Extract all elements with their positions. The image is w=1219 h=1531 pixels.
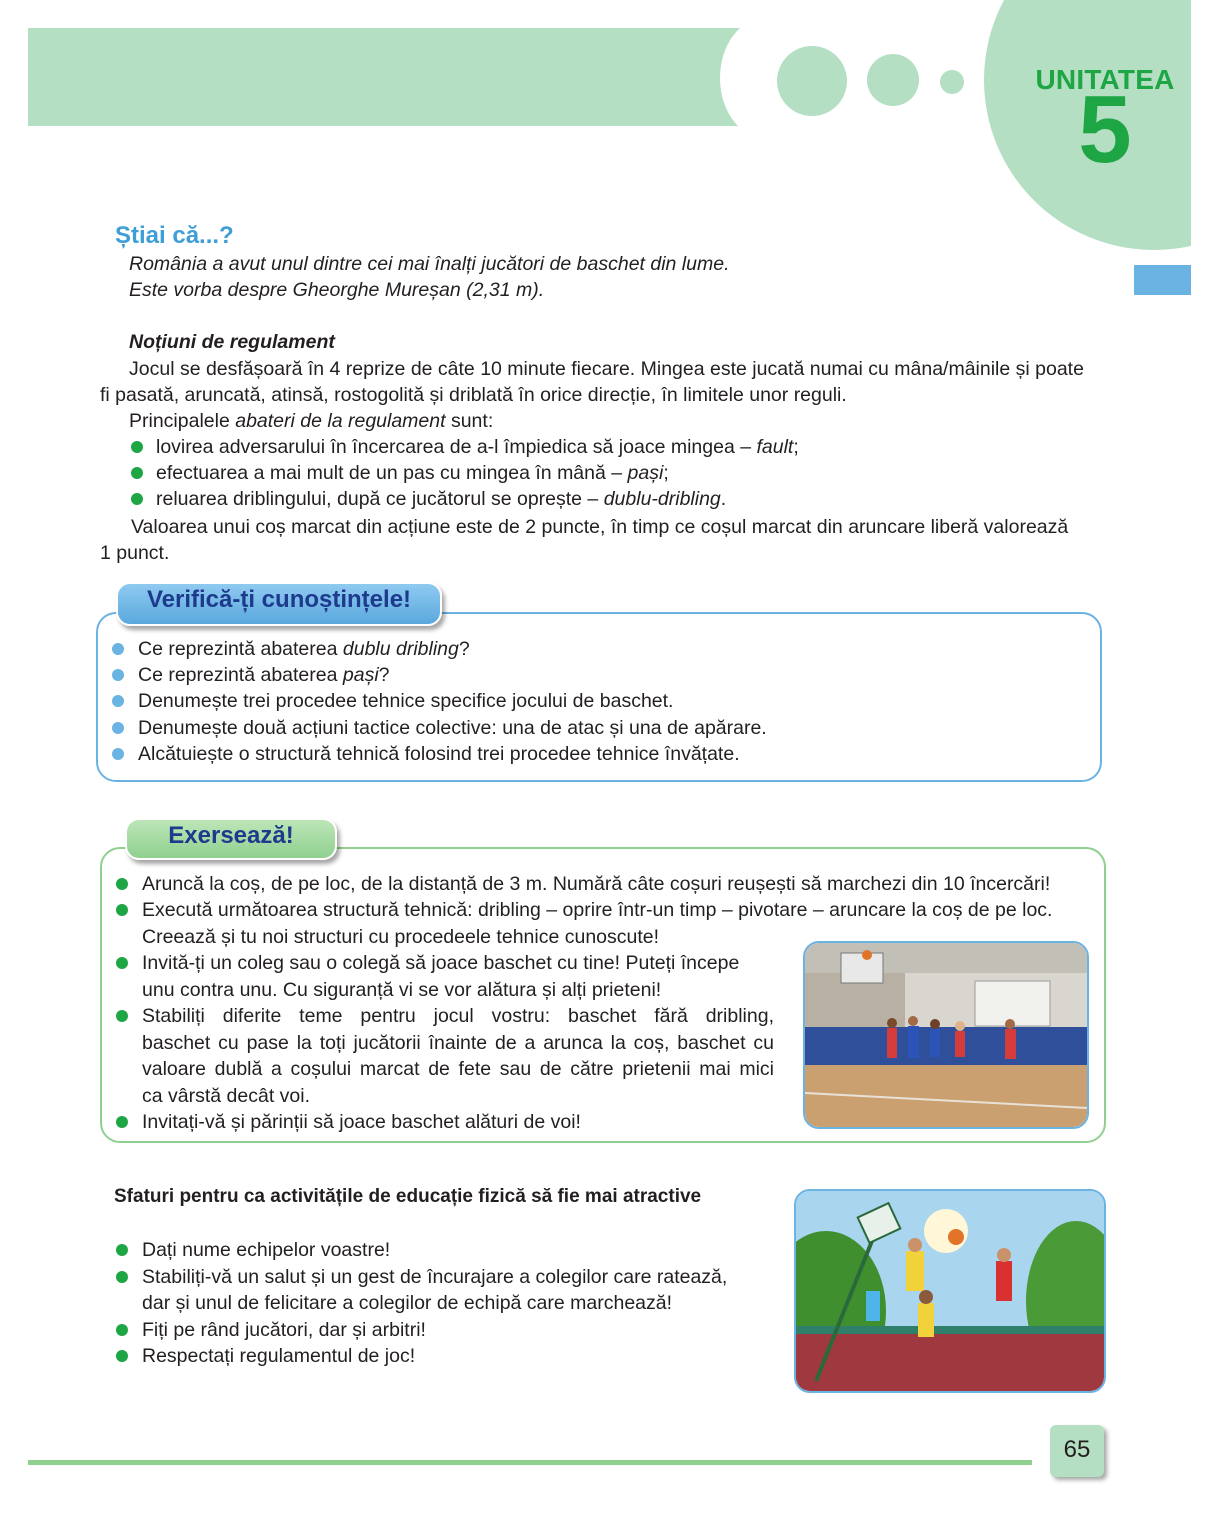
- para2-prefix: Principalele: [129, 410, 236, 432]
- bullet-icon: [116, 1244, 128, 1256]
- indoor-gym-illustration: [805, 943, 1087, 1127]
- bullet-icon: [116, 878, 128, 890]
- bullet-icon: [116, 1010, 128, 1022]
- abatere-end: .: [720, 488, 727, 510]
- bullet-icon: [131, 493, 143, 505]
- para2-suffix: sunt:: [445, 410, 494, 432]
- exerseaza-title: Exersează!: [168, 822, 294, 849]
- exerseaza-item-5: Invitați-vă și părinții să joace baschet alături de voi!: [142, 1111, 581, 1133]
- photo-indoor-basketball: [803, 941, 1089, 1129]
- q-term: pași: [342, 664, 379, 686]
- q-term: dublu dribling: [342, 638, 459, 660]
- exerseaza-item-4-line3: valoare dublă a coșului marcat de fete sau de către prietenii mai mici: [142, 1058, 774, 1080]
- verifica-q4: Denumește două acțiuni tactice colective: una de atac și una de apărare.: [138, 717, 767, 739]
- abatere-term: dublu-dribling: [603, 488, 721, 510]
- abatere-pasi: [156, 460, 669, 486]
- abatere-end: ;: [663, 462, 669, 484]
- abatere-text: lovirea adversarului în încercarea de a-l împiedica să joace mingea –: [156, 436, 757, 458]
- regulament-para2: [129, 408, 493, 434]
- bullet-icon: [116, 1350, 128, 1362]
- stiai-ca-title: Știai că...?: [115, 222, 234, 249]
- exerseaza-item-1: Aruncă la coș, de pe loc, de la distanță de 3 m. Numără câte coșuri reușești să marchezi din 10 încercări!: [142, 873, 1051, 895]
- q-end: ?: [378, 664, 390, 686]
- bullet-icon: [116, 1271, 128, 1283]
- unit-label: UNITATEA: [1035, 64, 1175, 95]
- bullet-icon: [116, 957, 128, 969]
- footer-line: [28, 1460, 1032, 1465]
- outdoor-court-illustration: [796, 1191, 1104, 1391]
- decor-dot-medium: [867, 54, 919, 106]
- bullet-icon: [112, 643, 124, 655]
- verifica-title: Verifică-ți cunoștințele!: [146, 586, 412, 613]
- side-tab-marker: [1134, 265, 1191, 295]
- abatere-term: pași: [627, 462, 664, 484]
- bullet-icon: [112, 695, 124, 707]
- regulament-heading: Noțiuni de regulament: [129, 331, 335, 353]
- sfaturi-heading: Sfaturi pentru ca activitățile de educație fizică să fie mai atractive: [114, 1186, 702, 1207]
- bullet-icon: [131, 467, 143, 479]
- verifica-q3: Denumește trei procedee tehnice specifice jocului de baschet.: [138, 690, 674, 712]
- verifica-q5: Alcătuiește o structură tehnică folosind trei procedee tehnice învățate.: [138, 743, 740, 765]
- regulament-para3-line1: Valoarea unui coș marcat din acțiune este de 2 puncte, în timp ce coșul marcat din aruncare liberă valorează: [131, 516, 1069, 538]
- sfaturi-item-2-line2: dar și unul de felicitare a colegilor de echipă care marchează!: [142, 1292, 673, 1314]
- bullet-icon: [131, 441, 143, 453]
- page-number: 65: [1063, 1436, 1091, 1463]
- exerseaza-item-4-line4: ca vârstă decât voi.: [142, 1085, 310, 1107]
- bullet-icon: [116, 1116, 128, 1128]
- bullet-icon: [116, 904, 128, 916]
- decor-dot-small: [940, 70, 964, 94]
- header-band: [28, 28, 788, 126]
- photo-outdoor-basketball: [794, 1189, 1106, 1393]
- abatere-fault: [156, 434, 799, 460]
- abatere-term: fault: [756, 436, 794, 458]
- bullet-icon: [112, 748, 124, 760]
- sfaturi-item-1: Dați nume echipelor voastre!: [142, 1239, 391, 1261]
- regulament-para3-line2: 1 punct.: [100, 542, 170, 564]
- exerseaza-item-4-line1: Stabiliți diferite teme pentru jocul vostru: baschet fără dribling,: [142, 1005, 774, 1027]
- exerseaza-item-3-line2: unu contra unu. Cu siguranță vi se vor alătura și alți prieteni!: [142, 979, 662, 1001]
- unit-number: 5: [1078, 76, 1132, 183]
- exerseaza-item-2-line1: Execută următoarea structură tehnică: dribling – oprire într-un timp – pivotare – aruncare la coș de pe loc.: [142, 899, 1053, 921]
- sfaturi-item-2-line1: Stabiliți-vă un salut și un gest de încurajare a colegilor care ratează,: [142, 1266, 728, 1288]
- q-end: ?: [458, 638, 470, 660]
- sfaturi-item-3: Fiți pe rând jucători, dar și arbitri!: [142, 1319, 426, 1341]
- sfaturi-item-4: Respectați regulamentul de joc!: [142, 1345, 416, 1367]
- bullet-icon: [112, 669, 124, 681]
- exerseaza-item-3-line1: Invită-ți un coleg sau o colegă să joace baschet cu tine! Puteți începe: [142, 952, 740, 974]
- abatere-dublu-dribling: [156, 486, 726, 512]
- stiai-line-2: Este vorba despre Gheorghe Mureșan (2,31 m).: [129, 279, 545, 301]
- abatere-end: ;: [793, 436, 799, 458]
- q-text: Ce reprezintă abaterea: [138, 638, 343, 660]
- para2-italic: abateri de la regulament: [235, 410, 446, 432]
- exerseaza-item-4-line2: baschet cu pase la toți jucătorii înainte de a arunca la coș, baschet cu: [142, 1032, 774, 1054]
- verifica-q2: [138, 662, 390, 688]
- abatere-text: efectuarea a mai mult de un pas cu mingea în mână –: [156, 462, 628, 484]
- exerseaza-item-2-line2: Creează și tu noi structuri cu procedeele tehnice cunoscute!: [142, 926, 660, 948]
- verifica-q1: [138, 636, 470, 662]
- bullet-icon: [116, 1324, 128, 1336]
- regulament-para1-line1: Jocul se desfășoară în 4 reprize de câte 10 minute fiecare. Mingea este jucată numai cu mâna/mâinile și poate: [129, 358, 1084, 380]
- stiai-line-1: România a avut unul dintre cei mai înalți jucători de baschet din lume.: [129, 253, 730, 275]
- regulament-para1-line2: fi pasată, aruncată, atinsă, rostogolită și driblată în orice direcție, în limitele unor reguli.: [100, 384, 847, 406]
- q-text: Ce reprezintă abaterea: [138, 664, 343, 686]
- bullet-icon: [112, 722, 124, 734]
- abatere-text: reluarea driblingului, după ce jucătorul se oprește –: [156, 488, 604, 510]
- decor-dot-large: [777, 46, 847, 116]
- unit-badge-edge: [1191, 0, 1219, 300]
